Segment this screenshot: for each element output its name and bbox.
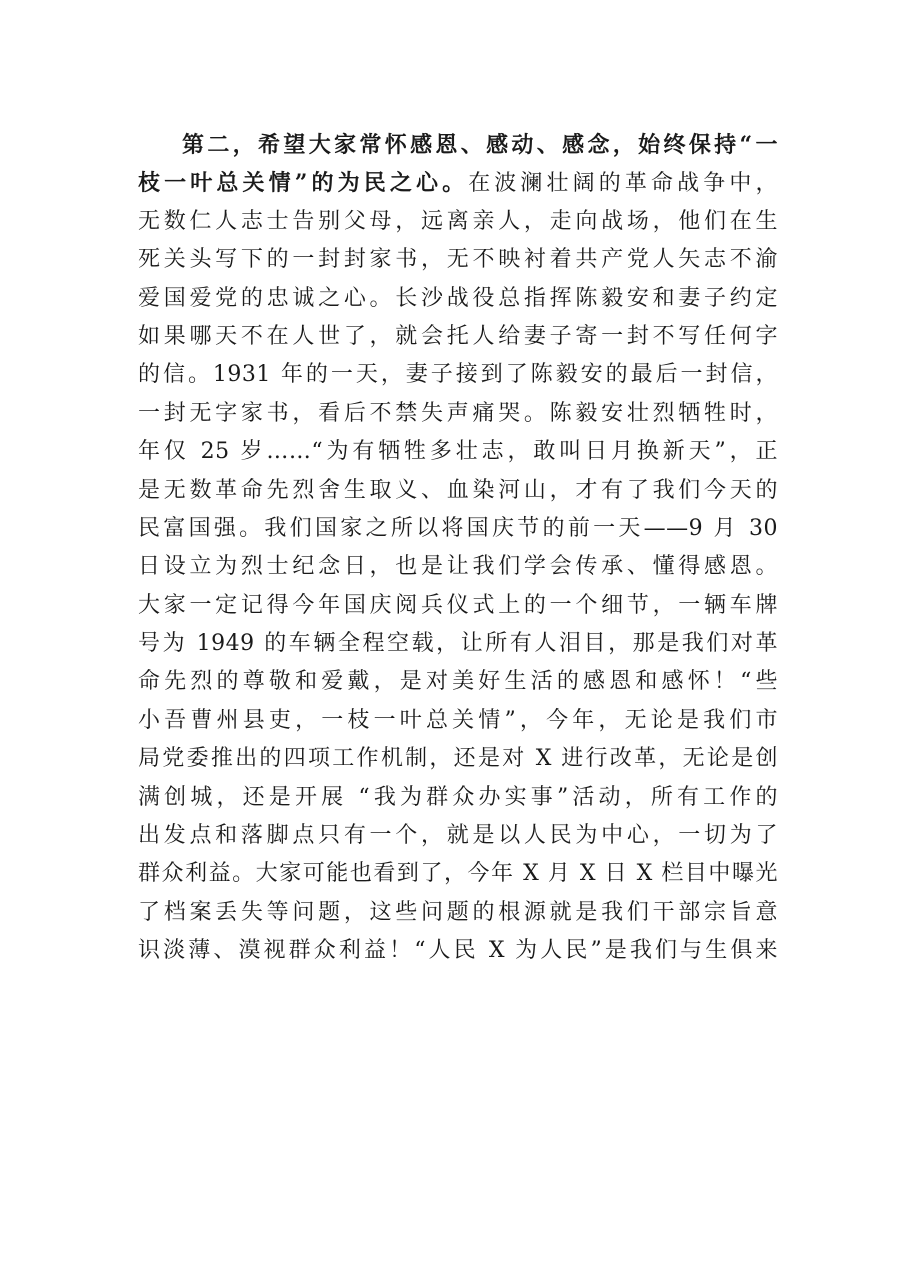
line-text: 命先烈的尊敬和爱戴，是对美好生活的感恩和感怀！“些	[138, 669, 778, 695]
line-text: 大家一定记得今年国庆阅兵仪式上的一个细节，一辆车牌	[138, 592, 778, 618]
text-line	[138, 203, 778, 241]
text-line	[138, 548, 778, 586]
text-line	[138, 894, 778, 932]
text-line	[138, 779, 778, 817]
text-line	[138, 932, 778, 970]
text-line	[138, 702, 778, 740]
text-line	[138, 740, 778, 778]
text-line	[138, 356, 778, 394]
line-text: 群众利益。大家可能也看到了，今年 X 月 X 日 X 栏目中曝光	[138, 861, 778, 887]
line-text: 年仅 25 岁……“为有牺牲多壮志，敢叫日月换新天”，正	[138, 439, 778, 465]
line-text: 的信。1931 年的一天，妻子接到了陈毅安的最后一封信，	[138, 362, 778, 388]
line-text: 一封无字家书，看后不禁失声痛哭。陈毅安壮烈牺牲时，	[138, 400, 778, 426]
text-line	[138, 280, 778, 318]
body-paragraph	[138, 126, 778, 971]
line-text: 死关头写下的一封封家书，无不映衬着共产党人矢志不渝	[138, 247, 778, 273]
line-text: 民富国强。我们国家之所以将国庆节的前一天——9 月 30	[138, 515, 778, 541]
line-text: 识淡薄、漠视群众利益！“人民 X 为人民”是我们与生俱来	[138, 938, 778, 964]
line-text: 爱国爱党的忠诚之心。长沙战役总指挥陈毅安和妻子约定	[138, 285, 778, 311]
text-line	[138, 164, 778, 202]
line-text: 日设立为烈士纪念日，也是让我们学会传承、懂得感恩。	[138, 554, 778, 580]
text-line	[138, 510, 778, 548]
line-text: 小吾曹州县吏，一枝一叶总关情”，今年，无论是我们市	[138, 707, 778, 733]
line-text: 号为 1949 的车辆全程空载，让所有人泪目，那是我们对革	[138, 631, 778, 657]
text-line	[138, 472, 778, 510]
text-line	[138, 817, 778, 855]
text-line	[138, 625, 778, 663]
line-text: 出发点和落脚点只有一个，就是以人民为中心，一切为了	[138, 823, 778, 849]
line-text: 满创城，还是开展 “我为群众办实事”活动，所有工作的	[138, 784, 778, 810]
line-text: 局党委推出的四项工作机制，还是对 X 进行改革，无论是创	[138, 746, 778, 772]
text-line	[138, 126, 778, 164]
text-line	[138, 241, 778, 279]
text-line	[138, 663, 778, 701]
line-text: 了档案丢失等问题，这些问题的根源就是我们干部宗旨意	[138, 899, 778, 925]
text-line	[138, 587, 778, 625]
text-line	[138, 433, 778, 471]
bold-heading-text: 第二，希望大家常怀感恩、感动、感念，始终保持“一	[182, 132, 778, 158]
text-line	[138, 855, 778, 893]
text-line	[138, 318, 778, 356]
line-text: 无数仁人志士告别父母，远离亲人，走向战场，他们在生	[138, 208, 778, 234]
text-line	[138, 395, 778, 433]
line-text: 如果哪天不在人世了，就会托人给妻子寄一封不写任何字	[138, 323, 778, 349]
line-text: 在波澜壮阔的革命战争中，	[468, 171, 778, 197]
line-text: 是无数革命先烈舍生取义、血染河山，才有了我们今天的	[138, 477, 778, 503]
bold-heading-text: 枝一叶总关情”的为民之心。	[138, 170, 469, 197]
